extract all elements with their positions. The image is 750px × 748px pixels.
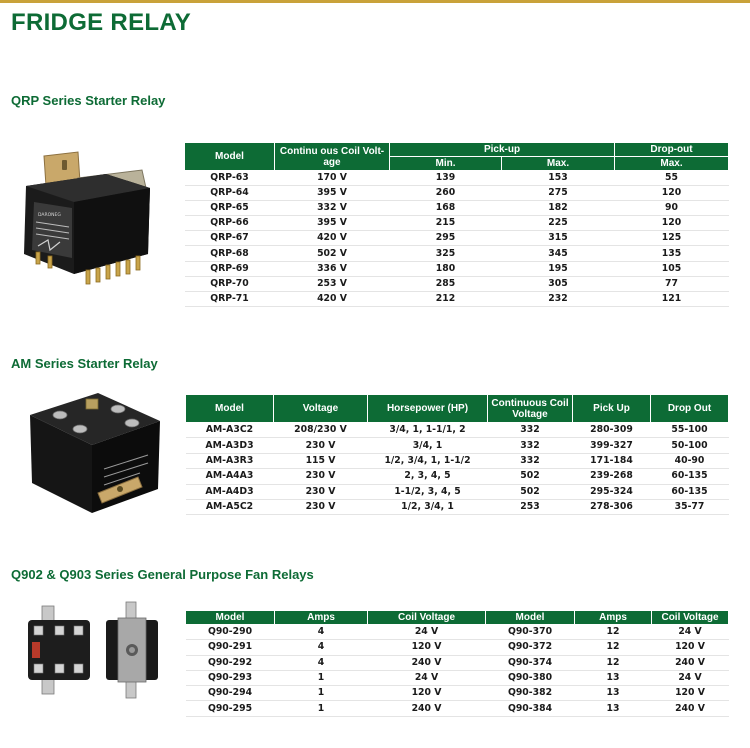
table-row (185, 246, 729, 261)
table-row (186, 484, 729, 499)
cell-pickup-max: 153 (502, 171, 615, 186)
cell-dropout-max: 77 (615, 276, 729, 291)
cell-pickup: 280-309 (573, 423, 651, 438)
cell-amps: 4 (275, 655, 368, 670)
cell-pickup-max: 232 (502, 291, 615, 306)
cell-model: AM-A3D3 (186, 438, 274, 453)
cell-pickup-min: 180 (390, 261, 502, 276)
cell-amps: 12 (575, 625, 652, 640)
cell-dropout: 60-135 (651, 484, 729, 499)
starter-relay-photo (14, 142, 164, 302)
cell-coil-voltage: 24 V (368, 670, 486, 685)
cell-amps: 12 (575, 640, 652, 655)
cell-model: QRP-68 (185, 246, 275, 261)
page-title: FRIDGE RELAY (11, 9, 192, 36)
header-pickup-min: Min. (390, 157, 502, 171)
cell-coil-voltage: 170 V (275, 171, 390, 186)
cell-coil-voltage: 120 V (652, 686, 729, 701)
cell-pickup: 239-268 (573, 469, 651, 484)
header-coil-voltage: Continu ous Coil Volt-age (275, 143, 390, 171)
q90-section-title: Q902 & Q903 Series General Purpose Fan Relays (11, 567, 314, 582)
cell-horsepower: 1-1/2, 3, 4, 5 (368, 484, 488, 499)
table-row (186, 438, 729, 453)
cell-voltage: 115 V (274, 453, 368, 468)
cell-coil-voltage: 336 V (275, 261, 390, 276)
cell-coil-voltage: 240 V (652, 655, 729, 670)
cell-amps: 13 (575, 701, 652, 716)
table-row (186, 423, 729, 438)
cell-pickup-min: 260 (390, 186, 502, 201)
cell-coil-voltage: 395 V (275, 186, 390, 201)
cell-model: AM-A4D3 (186, 484, 274, 499)
cell-model: AM-A3R3 (186, 453, 274, 468)
cell-model: Q90-292 (186, 655, 275, 670)
cell-model: AM-A5C2 (186, 499, 274, 514)
cell-horsepower: 1/2, 3/4, 1, 1-1/2 (368, 453, 488, 468)
cell-coil-voltage: 420 V (275, 231, 390, 246)
header-model: Model (185, 143, 275, 171)
cell-dropout-max: 105 (615, 261, 729, 276)
table-row (186, 625, 729, 640)
header-dropout-max: Max. (615, 157, 729, 171)
cell-model: Q90-295 (186, 701, 275, 716)
cell-pickup-min: 215 (390, 216, 502, 231)
cell-dropout-max: 135 (615, 246, 729, 261)
cell-coil-voltage: 502 V (275, 246, 390, 261)
cell-dropout-max: 55 (615, 171, 729, 186)
cell-model: Q90-290 (186, 625, 275, 640)
header-model: Model (186, 395, 274, 423)
cell-model: QRP-65 (185, 201, 275, 216)
table-row (185, 276, 729, 291)
header-coil-voltage: Coil Voltage (368, 611, 486, 625)
cell-coil-voltage: 502 (488, 469, 573, 484)
cell-pickup: 278-306 (573, 499, 651, 514)
table-row (185, 261, 729, 276)
header-pickup-max: Max. (502, 157, 615, 171)
cell-coil-voltage: 120 V (368, 640, 486, 655)
cell-dropout-max: 120 (615, 186, 729, 201)
cell-amps: 13 (575, 686, 652, 701)
cell-dropout: 50-100 (651, 438, 729, 453)
cell-coil-voltage: 120 V (368, 686, 486, 701)
table-row (185, 216, 729, 231)
header-model: Model (486, 611, 575, 625)
cell-model: AM-A4A3 (186, 469, 274, 484)
cell-pickup-max: 182 (502, 201, 615, 216)
header-dropout: Drop Out (651, 395, 729, 423)
cell-coil-voltage: 240 V (368, 655, 486, 670)
cell-voltage: 230 V (274, 499, 368, 514)
cell-coil-voltage: 420 V (275, 291, 390, 306)
cell-pickup-min: 139 (390, 171, 502, 186)
qrp-spec-table (184, 142, 729, 307)
q90-spec-table (185, 610, 729, 717)
cell-voltage: 230 V (274, 438, 368, 453)
am-relay-photo (20, 385, 170, 520)
header-amps: Amps (275, 611, 368, 625)
table-row (186, 640, 729, 655)
cell-pickup: 171-184 (573, 453, 651, 468)
cell-pickup: 399-327 (573, 438, 651, 453)
cell-model: Q90-380 (486, 670, 575, 685)
cell-dropout-max: 125 (615, 231, 729, 246)
cell-pickup-min: 325 (390, 246, 502, 261)
cell-coil-voltage: 253 (488, 499, 573, 514)
table-row (186, 655, 729, 670)
cell-pickup-min: 285 (390, 276, 502, 291)
table-row (186, 499, 729, 514)
cell-coil-voltage: 502 (488, 484, 573, 499)
cell-voltage: 230 V (274, 469, 368, 484)
qrp-section-title: QRP Series Starter Relay (11, 93, 166, 108)
header-coil-voltage: Coil Voltage (652, 611, 729, 625)
table-row (186, 453, 729, 468)
cell-pickup-max: 195 (502, 261, 615, 276)
cell-dropout-max: 90 (615, 201, 729, 216)
top-accent-bar (0, 0, 750, 3)
table-row (185, 231, 729, 246)
cell-model: QRP-69 (185, 261, 275, 276)
table-row (185, 186, 729, 201)
header-amps: Amps (575, 611, 652, 625)
cell-model: QRP-71 (185, 291, 275, 306)
cell-horsepower: 3/4, 1 (368, 438, 488, 453)
fan-relay-photo (22, 600, 172, 700)
header-pickup: Pick-up (390, 143, 615, 157)
cell-amps: 1 (275, 670, 368, 685)
table-row (186, 469, 729, 484)
cell-horsepower: 2, 3, 4, 5 (368, 469, 488, 484)
header-dropout: Drop-out (615, 143, 729, 157)
header-model: Model (186, 611, 275, 625)
cell-model: Q90-384 (486, 701, 575, 716)
cell-dropout: 40-90 (651, 453, 729, 468)
cell-coil-voltage: 240 V (368, 701, 486, 716)
cell-model: Q90-382 (486, 686, 575, 701)
header-pickup: Pick Up (573, 395, 651, 423)
cell-model: QRP-64 (185, 186, 275, 201)
cell-pickup-max: 305 (502, 276, 615, 291)
cell-voltage: 230 V (274, 484, 368, 499)
cell-coil-voltage: 24 V (652, 625, 729, 640)
cell-model: QRP-66 (185, 216, 275, 231)
cell-dropout: 35-77 (651, 499, 729, 514)
cell-horsepower: 1/2, 3/4, 1 (368, 499, 488, 514)
cell-pickup-min: 295 (390, 231, 502, 246)
cell-model: Q90-293 (186, 670, 275, 685)
cell-model: Q90-294 (186, 686, 275, 701)
cell-voltage: 208/230 V (274, 423, 368, 438)
cell-dropout: 55-100 (651, 423, 729, 438)
cell-model: QRP-63 (185, 171, 275, 186)
cell-model: Q90-291 (186, 640, 275, 655)
cell-model: QRP-67 (185, 231, 275, 246)
table-row (186, 670, 729, 685)
cell-pickup-max: 315 (502, 231, 615, 246)
cell-model: Q90-374 (486, 655, 575, 670)
table-row (185, 201, 729, 216)
cell-model: AM-A3C2 (186, 423, 274, 438)
cell-pickup-max: 345 (502, 246, 615, 261)
cell-coil-voltage: 332 (488, 453, 573, 468)
cell-model: Q90-372 (486, 640, 575, 655)
cell-pickup: 295-324 (573, 484, 651, 499)
table-row (186, 701, 729, 716)
cell-model: Q90-370 (486, 625, 575, 640)
cell-amps: 4 (275, 625, 368, 640)
table-row (185, 171, 729, 186)
header-voltage: Voltage (274, 395, 368, 423)
table-row (185, 291, 729, 306)
cell-amps: 4 (275, 640, 368, 655)
cell-pickup-min: 168 (390, 201, 502, 216)
table-row (186, 686, 729, 701)
cell-amps: 12 (575, 655, 652, 670)
cell-horsepower: 3/4, 1, 1-1/1, 2 (368, 423, 488, 438)
cell-pickup-max: 275 (502, 186, 615, 201)
cell-amps: 1 (275, 701, 368, 716)
cell-coil-voltage: 332 (488, 438, 573, 453)
cell-coil-voltage: 332 (488, 423, 573, 438)
cell-amps: 13 (575, 670, 652, 685)
cell-coil-voltage: 24 V (652, 670, 729, 685)
am-spec-table (185, 394, 729, 515)
am-section-title: AM Series Starter Relay (11, 356, 158, 371)
cell-pickup-max: 225 (502, 216, 615, 231)
cell-coil-voltage: 332 V (275, 201, 390, 216)
cell-model: QRP-70 (185, 276, 275, 291)
header-horsepower: Horsepower (HP) (368, 395, 488, 423)
cell-coil-voltage: 240 V (652, 701, 729, 716)
cell-dropout-max: 121 (615, 291, 729, 306)
svg-text:DARONEG: DARONEG (38, 213, 61, 218)
header-coil-voltage: Continuous Coil Voltage (488, 395, 573, 423)
cell-coil-voltage: 120 V (652, 640, 729, 655)
cell-coil-voltage: 24 V (368, 625, 486, 640)
cell-pickup-min: 212 (390, 291, 502, 306)
cell-coil-voltage: 395 V (275, 216, 390, 231)
cell-dropout-max: 120 (615, 216, 729, 231)
cell-coil-voltage: 253 V (275, 276, 390, 291)
cell-dropout: 60-135 (651, 469, 729, 484)
cell-amps: 1 (275, 686, 368, 701)
